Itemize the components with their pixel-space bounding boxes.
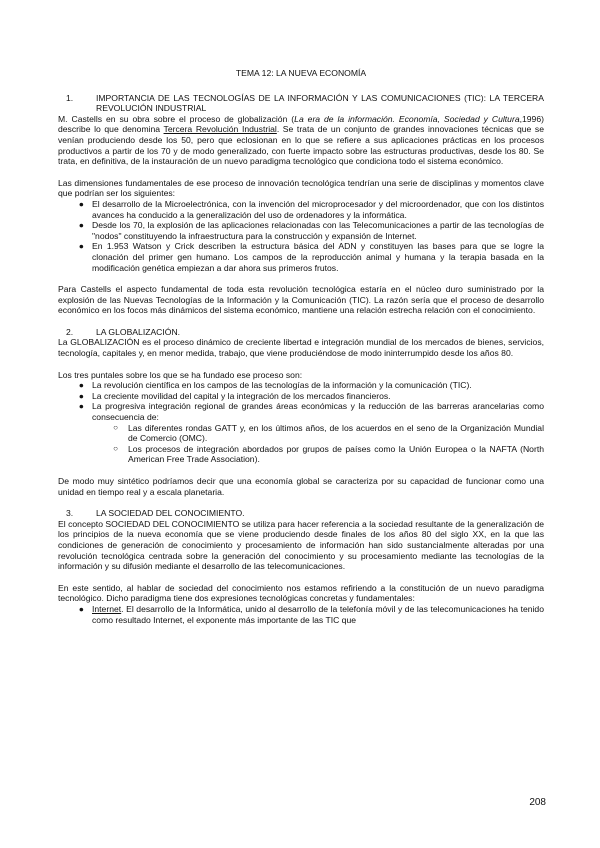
circle-bullet-icon: ○ (113, 422, 118, 432)
list-item-text (92, 604, 544, 625)
bullet-icon: ● (78, 603, 84, 614)
bullet-list (58, 604, 544, 625)
list-item (58, 220, 544, 241)
paragraph: La GLOBALIZACIÓN es el proceso dinámico de creciente libertad e integración mundial de los mercados de bienes, servicios, tecnología, capitales y, en menor medida, trabajo, que viene produciéndose de modo ininterrumpido desde los años 80. (58, 337, 544, 359)
section-number: 2. (66, 326, 74, 337)
list-item-text: Desde los 70, la explosión de las aplicaciones relacionadas con las Telecomunicaciones a partir de las tecnologías de "nodos" constituyendo la infraestructura para la construcción y expansión de Internet. (92, 220, 544, 241)
underlined-term: Internet (92, 603, 122, 614)
sub-list-item (58, 444, 544, 465)
page-number: 208 (529, 797, 546, 808)
section-3-heading (58, 508, 544, 519)
bullet-icon: ● (78, 198, 84, 209)
circle-bullet-icon: ○ (113, 443, 118, 453)
section-number: 1. (66, 92, 74, 103)
list-item (58, 199, 544, 220)
list-item-text: La progresiva integración regional de grandes áreas económicas y la reducción de las barreras arancelarias como consecuencia de: (92, 401, 544, 423)
bullet-icon: ● (78, 241, 84, 252)
list-item (58, 391, 544, 402)
text-run: ,1996) describe lo que denomina (58, 113, 544, 135)
paragraph: En este sentido, al hablar de sociedad del conocimiento nos estamos refiriendo a la constitución de un nuevo paradigma tecnológico. Dicho paradigma tiene dos expresiones tecnológicas concretas y fundamentales: (58, 582, 544, 604)
bullet-icon: ● (78, 390, 84, 401)
section-number: 3. (66, 508, 74, 519)
list-item (58, 604, 544, 625)
paragraph: Los tres puntales sobre los que se ha fundado ese proceso son: (58, 369, 303, 380)
paragraph: De modo muy sintético podríamos decir que una economía global se caracteriza por su capacidad de funcionar como una unidad en tiempo real y a escala planetaria. (58, 476, 544, 497)
text-run: . Se trata de un conjunto de grandes innovaciones técnicas que se venían produciendo desde los 50, pero que eclosionan en lo que se refiere a sus aplicaciones prácticas en los procesos productivos a partir de los 70 y de modo generalizado, con fuerte impacto sobre las estructuras productivas, desde los 80. Se trata, en definitiva, de la instauración de un nuevo paradigma tecnológico que condiciona todo el sistema económico. (58, 124, 544, 167)
page-title: TEMA 12: LA NUEVA ECONOMÍA (235, 68, 367, 78)
bullet-icon: ● (78, 401, 84, 412)
section-title: IMPORTANCIA DE LAS TECNOLOGÍAS DE LA INFORMACIÓN Y LAS COMUNICACIONES (TIC): LA TERCERA REVOLUCIÓN INDUSTRIAL (96, 92, 544, 114)
paragraph: Las dimensiones fundamentales de ese proceso de innovación tecnológica tendrían una serie de disciplinas y momentos clave que podrían ser los siguientes: (58, 177, 544, 199)
list-item-text: En 1.953 Watson y Crick describen la estructura básica del ADN y constituyen las bases para que se logre la clonación del primer gen humano. Los campos de la reproducción animal y humana y la terapia basada en la modificación genética empiezan a dar ahora sus primeros frutos. (92, 241, 544, 273)
bullet-icon: ● (78, 380, 84, 391)
document-page (58, 68, 544, 625)
section-title: LA SOCIEDAD DEL CONOCIMIENTO. (96, 508, 245, 519)
book-title: La era de la información. Economía, Sociedad y Cultura (294, 113, 520, 124)
list-item (58, 401, 544, 422)
text-run: . El desarrollo de la Informática, unido al desarrollo de la telefonía móvil y de las telecomunicaciones ha tenido como resultado Internet, el exponente más importante de las TIC que (92, 603, 544, 625)
bullet-icon: ● (78, 220, 84, 231)
paragraph (58, 114, 544, 167)
list-item-text: Las diferentes rondas GATT y, en los últimos años, de los acuerdos en el seno de la Organización Mundial de Comercio (OMC). (128, 422, 544, 444)
section-title: LA GLOBALIZACIÓN. (96, 326, 181, 337)
bullet-list (58, 199, 544, 273)
list-item-text: Los procesos de integración abordados por grupos de países como la Unión Europea o la NAFTA (North American Free Trade Association). (128, 443, 544, 465)
list-item (58, 241, 544, 273)
text-run: M. Castells en su obra sobre el proceso de globalización ( (58, 113, 295, 124)
list-item-text: La revolución científica en los campos de las tecnologías de la información y la comunicación (TIC). (92, 380, 472, 391)
sub-list-item (58, 423, 544, 444)
paragraph: El concepto SOCIEDAD DEL CONOCIMIENTO se utiliza para hacer referencia a la sociedad resultante de la generalización de los principios de la nueva economía que se viene produciendo desde finales de los años 80 del siglo XX, en la que las condiciones de generación de conocimiento y procesamiento de información han sido sustancialmente alteradas por una revolución tecnológica centrada sobre la generación del conocimiento y su procesamiento mediante las tecnologías de la información y su difusión mediante el desarrollo de las telecomunicaciones. (58, 518, 544, 572)
list-item (58, 380, 544, 391)
bullet-list (58, 380, 544, 465)
underlined-term: Tercera Revolución Industrial (163, 124, 277, 135)
section-1-heading (58, 93, 544, 114)
section-2-heading (58, 327, 544, 338)
list-item-text: La creciente movilidad del capital y la integración de los mercados financieros. (92, 390, 391, 401)
list-item-text: El desarrollo de la Microelectrónica, con la invención del microprocesador y del microordenador, que con los distintos avances ha conducido a la generalización del uso de ordenadores y la informática. (92, 198, 544, 220)
paragraph: Para Castells el aspecto fundamental de toda esta revolución tecnológica estaría en el núcleo duro suministrado por la explosión de las Nuevas Tecnologías de la Información y la Comunicación (TIC). La razón sería que el proceso de desarrollo económico en los focos más dinámicos del sistema económico, mantiene una relación estrecha relación con el conocimiento. (58, 284, 544, 316)
